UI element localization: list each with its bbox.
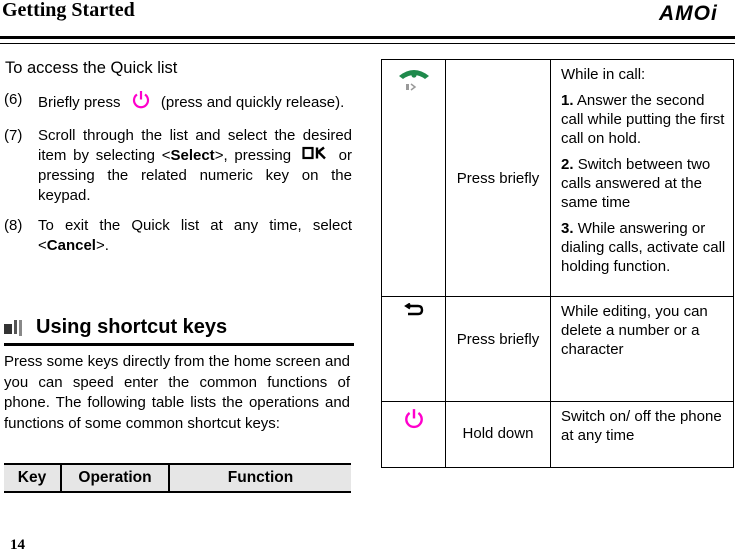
shortcut-section (4, 313, 354, 434)
back-key-icon (403, 304, 425, 321)
function-item: 1. Answer the second call while putting the first call on hold. (561, 92, 725, 147)
table-row (382, 60, 734, 297)
ok-key-icon (302, 146, 328, 166)
key-cell (382, 60, 446, 297)
step-number: (6) (4, 91, 23, 108)
power-icon (131, 90, 151, 116)
left-column (4, 58, 352, 266)
shortcut-table (381, 59, 734, 468)
power-icon (403, 417, 425, 434)
green-call-icon (396, 79, 432, 96)
col-key: Key (17, 469, 47, 486)
step-text: Briefly press (press and quickly release). (38, 90, 352, 116)
intro-text: To access the Quick list (5, 59, 178, 77)
table-row (382, 297, 734, 402)
steps-list (4, 90, 352, 256)
section-heading (4, 313, 354, 341)
shortcut-table-header (4, 463, 351, 493)
function-intro: While in call: (561, 66, 646, 83)
function-cell: While editing, you can delete a number or a character (551, 297, 734, 402)
section-title: Using shortcut keys (36, 315, 228, 338)
col-operation: Operation (61, 464, 169, 492)
page-number: 14 (10, 537, 25, 553)
section-body: Press some keys directly from the home screen and you can speed enter the common functions of phone. The following table lists the operations and functions of some common shortcut keys: (4, 353, 350, 432)
key-cell (382, 402, 446, 468)
header-rule-thin (0, 43, 735, 44)
step-number: (7) (4, 127, 23, 144)
list-item (4, 216, 352, 256)
function-item: 2. Switch between two calls answered at the same time (561, 156, 711, 211)
function-cell: Switch on/ off the phone at any time (551, 402, 734, 468)
operation-cell: Press briefly (446, 60, 551, 297)
function-item: 3. While answering or dialing calls, activate call holding function. (561, 220, 726, 275)
brand-logo: AMOi (659, 2, 718, 25)
step-text: Scroll through the list and select the desired item by selecting <Select>, pressing or pressing the related numeric key on the keypad. (38, 127, 352, 205)
page-header-title: Getting Started (2, 0, 135, 21)
header-rule-thick (0, 36, 735, 39)
step-number: (8) (4, 217, 23, 235)
section-rule (4, 343, 354, 346)
step-text: To exit the Quick list at any time, select <Cancel>. (38, 217, 352, 255)
section-marker-icon (4, 318, 28, 336)
operation-cell: Hold down (446, 402, 551, 468)
list-item (4, 126, 352, 206)
table-row (382, 402, 734, 468)
key-cell (382, 297, 446, 402)
function-cell (551, 60, 734, 297)
list-item (4, 90, 352, 116)
col-function: Function (169, 464, 351, 492)
operation-cell: Press briefly (446, 297, 551, 402)
